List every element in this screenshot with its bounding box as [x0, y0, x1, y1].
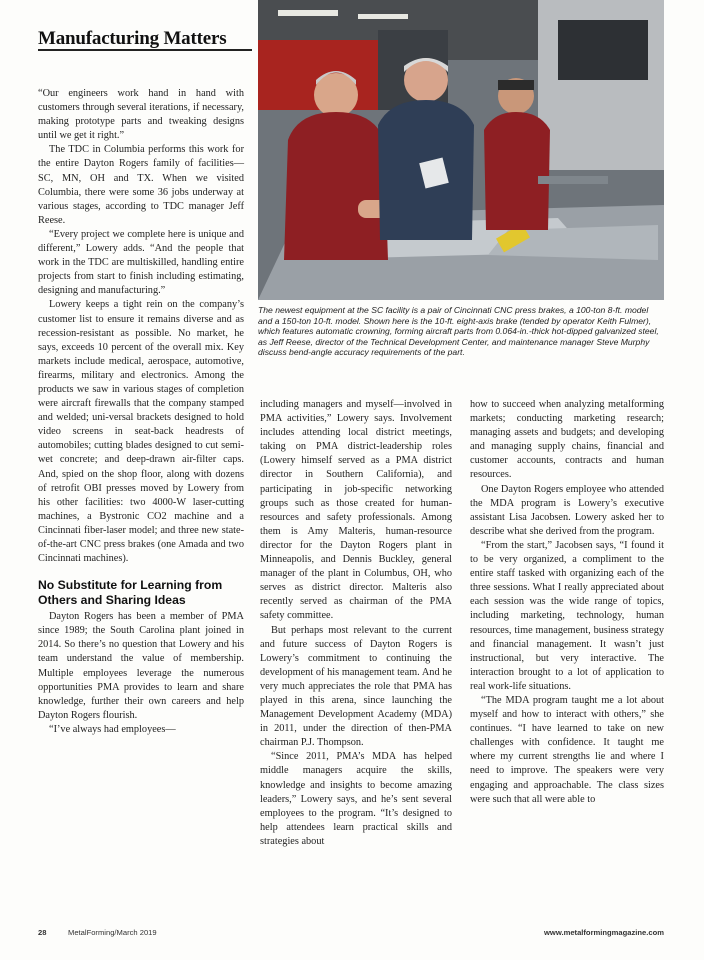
paragraph: One Dayton Rogers employee who attended the MDA program is Lowery’s executive assistant Lisa Jacobsen. Lowery asked her to describe what she derived from the program.: [470, 483, 664, 537]
page-footer: [38, 928, 664, 940]
paragraph: “Our engineers work hand in hand with customers through several iterations, if necessary, making prototype parts and tweaking designs until we get it right.”: [38, 88, 244, 142]
section-rule: [38, 49, 252, 51]
paragraph: But perhaps most relevant to the current and future success of Dayton Rogers is Lowery’s commitment to continuing the development of his management team. And he very much appreciates the role that PMA has played in this arena, since launching the Management Development Academy (MDA) in 2011, under the direction of then-PMA chairman P.J. Thompson.: [260, 624, 452, 749]
paragraph: including managers and myself—involved in PMA activities,” Lowery says. Involvement includes attending local district meetings, taking on PMA district-leadership roles (Lowery himself served as a PMA district director in Southern California), and participating in job-specific networking groups such as those created for human-resources and safety professionals. Among them is Amy Malteris, human-resource director for the Dayton Rogers plant in Minneapolis, and Dennis Buckley, general manager of the plant in Columbus, OH, who serves as district director. Malteris also recently served as chairman of the PMA safety committee.: [260, 399, 452, 622]
column-3: [470, 398, 664, 807]
paragraph: “The MDA program taught me a lot about myself and how to interact with others,” she continues. “I have learned to take on new challenges with confidence. It taught me where my current strengths lie and where I need to improve. The speakers were very engaging and approachable. The class sizes were such that all were able to: [470, 694, 664, 805]
paragraph: The TDC in Columbia performs this work for the entire Dayton Rogers family of facilities—SC, MN, OH and TX. When we visited Columbia, there were some 36 jobs underway at various stages, according to TDC manager Jeff Reese.: [38, 144, 244, 226]
website-link[interactable]: www.metalformingmagazine.com: [544, 928, 664, 937]
subheading: No Substitute for Learning from Others and Sharing Ideas: [38, 578, 223, 607]
column-2: [260, 398, 452, 849]
paragraph: “I’ve always had employees—: [49, 723, 176, 735]
paragraph: “From the start,” Jacobsen says, “I found it to be very organized, a compliment to the entire staff tasked with organizing each of the three sessions. What I really appreciated about each session was the wide range of topics, including marketing, technology, human resources, time management, business strategy and financial management. It wasn’t just instructional, but very interactive. The interaction brought to a lot of application to real work-life situations.: [470, 539, 664, 692]
paragraph: how to succeed when analyzing metalforming markets; conducting marketing research; managing assets and budgets; and developing and managing supply chains, financial and customer accounts, contracts and human resources.: [470, 399, 664, 481]
paragraph: “Every project we complete here is unique and different,” Lowery adds. “And the people that work in the TDC are multiskilled, handling entire projects from start to finish including estimating, designing and manufacturing.”: [38, 228, 244, 297]
paragraph: “Since 2011, PMA’s MDA has helped middle managers acquire the skills, knowledge and insights to become amazing leaders,” Lowery says, and he’s sent several employees to the program. “It’s designed to help attendees learn practical skills and strategies about: [260, 751, 452, 847]
column-1: [38, 87, 244, 737]
feature-photo: [258, 0, 664, 300]
paragraph: Dayton Rogers has been a member of PMA since 1989; the South Carolina plant joined in 2014. So there’s no question that Lowery and his team understand the value of membership. Multiple employees leverage the numerous opportunities PMA provides to learn and share knowledge, further their own careers and help Dayton Rogers flourish.: [38, 611, 244, 721]
paragraph: Lowery keeps a tight rein on the company’s customer list to ensure it remains diverse and as recession-resistant as possible. No market, he says, exceeds 10 percent of the overall mix. Key markets include medical, aerospace, automotive, firearms, military and electronics. Among the products we saw in various stages of completion were aircraft firewalls that the company stamped and welded; uni-versal brackets designed to hold video screens in seat-back headrests of automobiles; cutting blades designed to cut semi-wet concrete; and deep-drawn air-filter caps. And, spied on the shop floor, along with dozens of retrofit OBI presses moved by Lowery from his other facilities: two 4000-W laser-cutting machines, a Bystronic CO2 machine and a Cincinnati fiber-laser model; and three new state-of-the-art CNC press brakes (one Amada and two Cincinnati machines).: [38, 299, 244, 565]
photo-caption: The newest equipment at the SC facility is a pair of Cincinnati CNC press brakes, a 100-ton 8-ft. model and a 150-ton 10-ft. model. Shown here is the 10-ft. eight-axis brake (tended by operator Keith Fulmer), which features automatic crowning, forming aircraft parts from 0.064-in.-thick hot-dipped galvanized steel, as Jeff Reese, director of the Technical Development Center, and maintenance manager Steve Murphy discuss bend-angle accuracy requirements of the part.: [258, 305, 659, 358]
page-number: 28: [38, 928, 47, 937]
publication-name: MetalForming/March 2019: [68, 928, 157, 937]
section-title: Manufacturing Matters: [38, 28, 227, 49]
